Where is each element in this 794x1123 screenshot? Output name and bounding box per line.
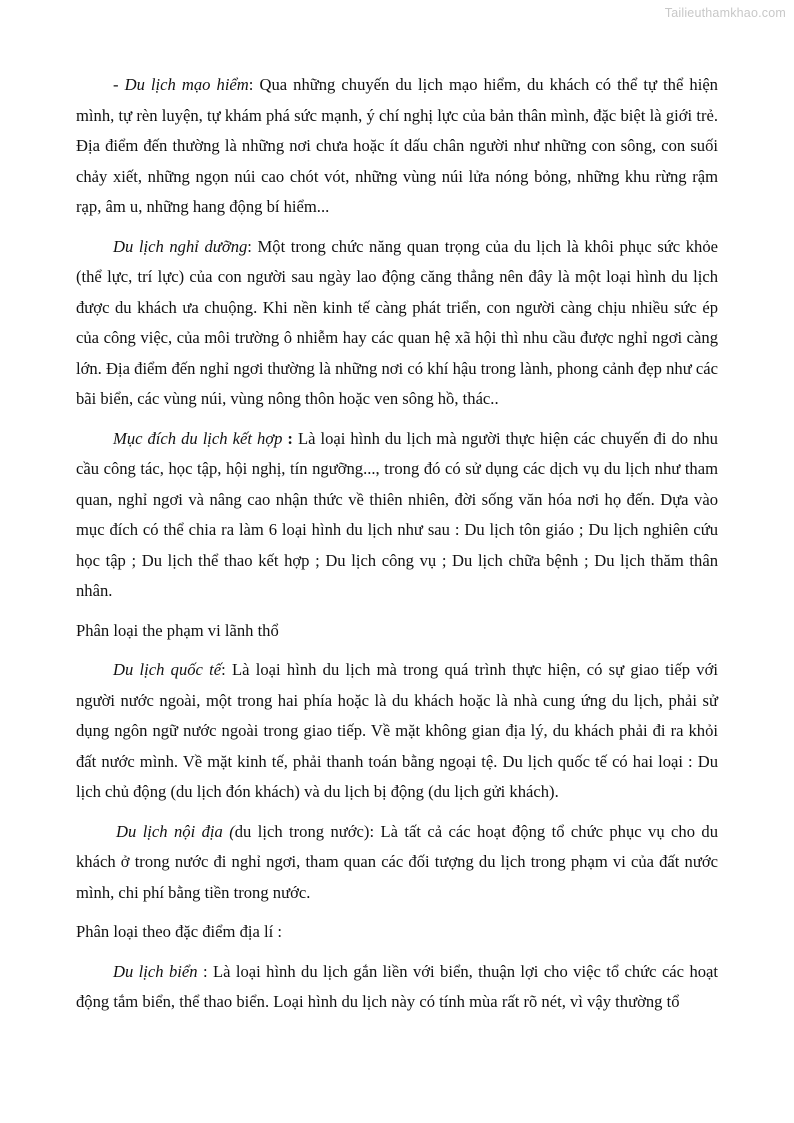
term-international-tourism: Du lịch quốc tế	[113, 660, 222, 679]
paragraph-text: du lịch trong nước): Là tất cả các hoạt động tổ chức phục vụ cho du khách ở trong nước đi nghỉ ngơi, tham quan các đối tượng du lịch trong phạm vi của đất nước mình, chi phí bằng tiền trong nước.	[76, 821, 718, 902]
paragraph-sea-tourism	[76, 957, 718, 1018]
term-sea-tourism: Du lịch biển	[113, 961, 198, 981]
document-page	[76, 70, 718, 1027]
term-domestic-tourism: Du lịch nội địa (	[116, 821, 235, 841]
term-combined-purpose: Mục đích du lịch kết hợp	[113, 428, 283, 448]
paragraph-text: : Qua những chuyến du lịch mạo hiểm, du khách có thể tự thể hiện mình, tự rèn luyện, tự khám phá sức mạnh, ý chí nghị lực của bản thân mình, đặc biệt là giới trẻ. Địa điểm đến thường là những nơi chưa hoặc ít dấu chân người như những con sông, con suối chảy xiết, những ngọn núi cao chót vót, những vùng núi lửa nóng bỏng, những khu rừng rậm rạp, âm u, những hang động bí hiểm...	[76, 75, 718, 216]
paragraph-domestic-tourism	[76, 817, 718, 909]
heading-geographic-classification: Phân loại theo đặc điểm địa lí :	[76, 922, 282, 941]
paragraph-text: : Một trong chức năng quan trọng của du lịch là khôi phục sức khỏe (thể lực, trí lực) của con người sau ngày lao động căng thẳng nên đây là một loại hình du lịch được du khách ưa chuộng. Khi nền kinh tế càng phát triển, con người càng chịu nhiều sức ép của công việc, của môi trường ô nhiễm hay các quan hệ xã hội thì nhu cầu được nghỉ ngơi càng lớn. Địa điểm đến nghỉ ngơi thường là những nơi có khí hậu trong lành, phong cảnh đẹp như các bãi biển, các vùng núi, vùng nông thôn hoặc ven sông hồ, thác..	[76, 236, 718, 408]
paragraph-combined-purpose	[76, 424, 718, 607]
paragraph-text: : Là loại hình du lịch gắn liền với biển, thuận lợi cho việc tổ chức các hoạt động tắm biển, thể thao biển. Loại hình du lịch này có tính mùa rất rõ nét, vì vậy thường tổ	[76, 961, 719, 1011]
paragraph-resort-tourism	[76, 232, 718, 415]
watermark: Tailieuthamkhao.com	[664, 6, 786, 20]
list-dash: -	[113, 75, 125, 94]
heading-territory-classification: Phân loại the phạm vi lãnh thổ	[76, 620, 279, 640]
paragraph-text: : Là loại hình du lịch mà trong quá trình thực hiện, có sự giao tiếp với người nước ngoài, một trong hai phía hoặc là du khách hoặc là nhà cung ứng du lịch, phải sử dụng ngôn ngữ nước ngoài trong giao tiếp. Về mặt không gian địa lý, du khách phải đi ra khỏi đất nước mình. Về mặt kinh tế, phải thanh toán bằng ngoại tệ. Du lịch quốc tế có hai loại : Du lịch chủ động (du lịch đón khách) và du lịch bị động (du lịch gửi khách).	[76, 660, 718, 801]
term-resort-tourism: Du lịch nghỉ dưỡng	[113, 236, 248, 256]
paragraph-adventure-tourism	[76, 70, 718, 223]
paragraph-international-tourism	[76, 655, 718, 808]
term-adventure-tourism: Du lịch mạo hiểm	[124, 75, 249, 94]
term-colon: :	[282, 428, 293, 448]
paragraph-text: Là loại hình du lịch mà người thực hiện các chuyến đi do nhu cầu công tác, học tập, hội nghị, tín ngưỡng..., trong đó có sử dụng các dịch vụ du lịch như tham quan, nghỉ ngơi và nâng cao nhận thức về thiên nhiên, đời sống văn hóa nơi họ đến. Dựa vào mục đích có thể chia ra làm 6 loại hình du lịch như sau : Du lịch tôn giáo ; Du lịch nghiên cứu học tập ; Du lịch thể thao kết hợp ; Du lịch công vụ ; Du lịch chữa bệnh ; Du lịch thăm thân nhân.	[76, 428, 718, 600]
